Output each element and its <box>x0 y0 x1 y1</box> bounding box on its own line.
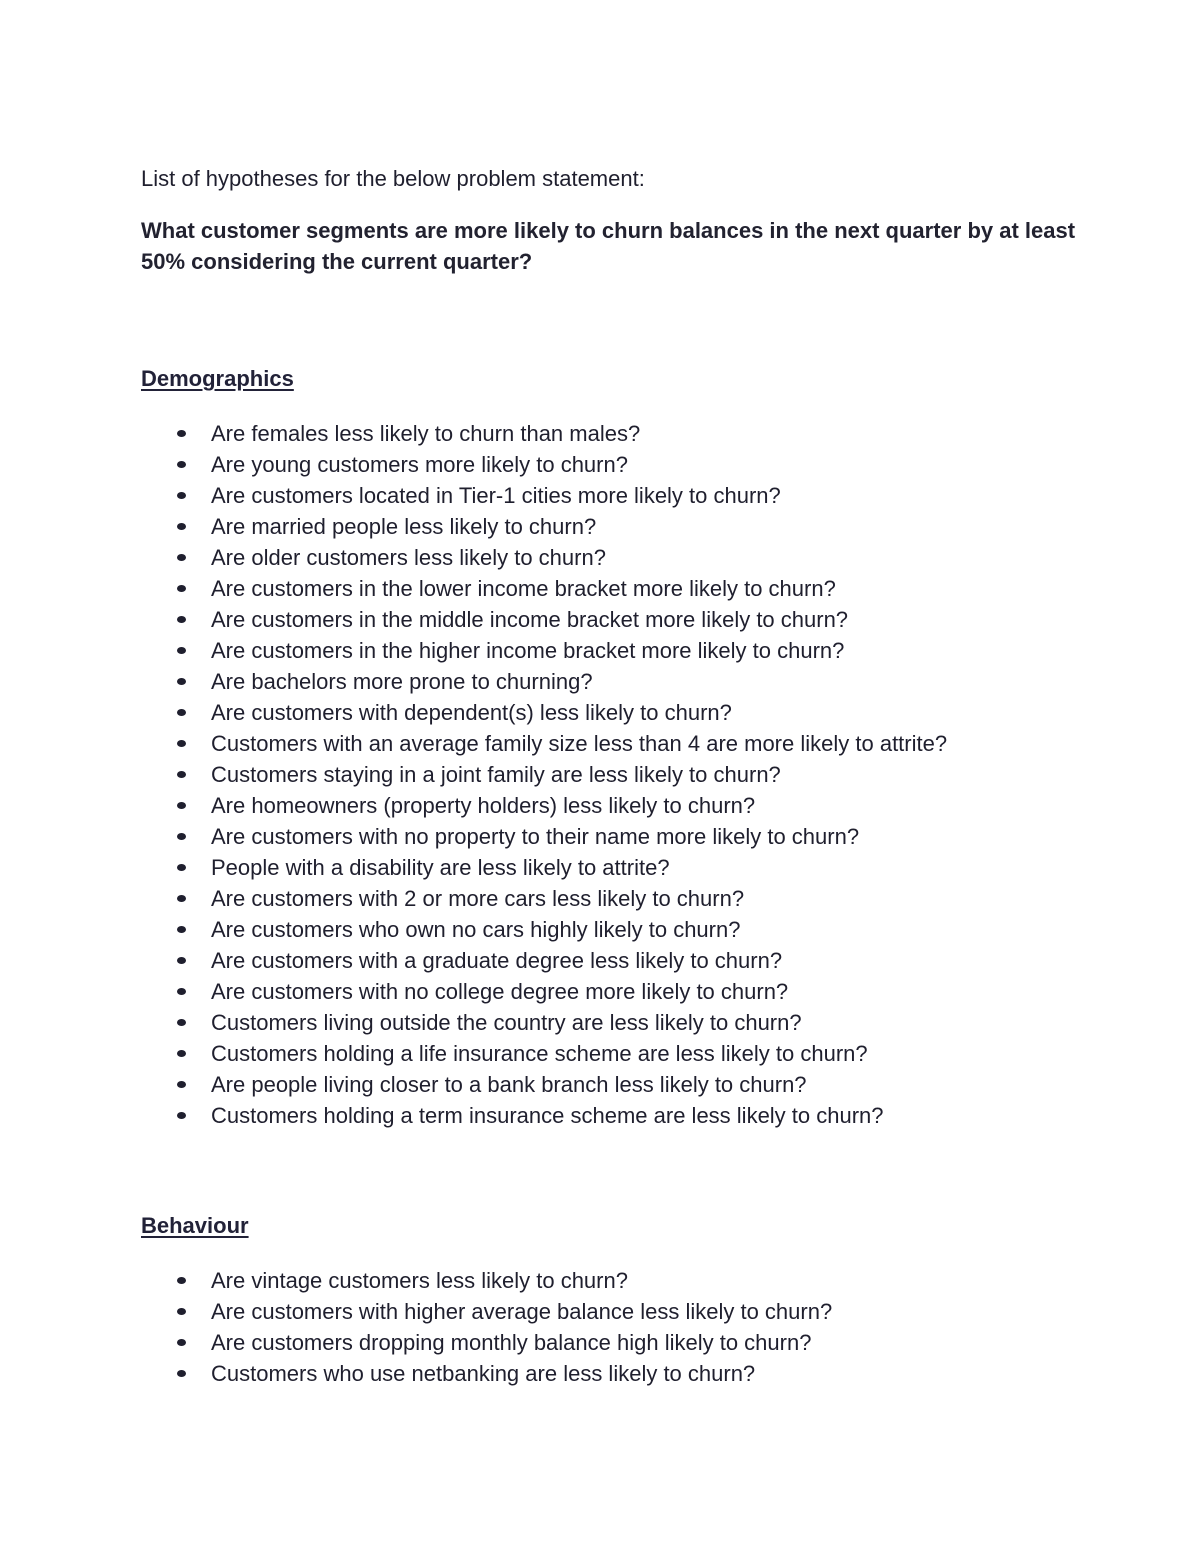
list-item <box>141 1265 1081 1296</box>
list-item <box>141 1007 1081 1038</box>
list-item-text: Are older customers less likely to churn? <box>211 545 606 570</box>
list-item <box>141 604 1081 635</box>
list-item <box>141 976 1081 1007</box>
list-item <box>141 511 1081 542</box>
list-item <box>141 945 1081 976</box>
list-item <box>141 418 1081 449</box>
bullet-icon <box>177 833 186 840</box>
list-item <box>141 1069 1081 1100</box>
list-item-text: Customers holding a term insurance scheme are less likely to churn? <box>211 1103 884 1128</box>
bullet-icon <box>177 523 186 530</box>
list-item <box>141 635 1081 666</box>
list-item-text: Are females less likely to churn than males? <box>211 421 641 446</box>
list-item-text: Customers holding a life insurance scheme are less likely to churn? <box>211 1041 868 1066</box>
list-item-text: Customers living outside the country are less likely to churn? <box>211 1010 802 1035</box>
list-item <box>141 1038 1081 1069</box>
list-item <box>141 790 1081 821</box>
list-item <box>141 480 1081 511</box>
bullet-icon <box>177 864 186 871</box>
list-item-text: Are customers with higher average balance less likely to churn? <box>211 1299 833 1324</box>
list-item-text: Are customers with dependent(s) less likely to churn? <box>211 700 732 725</box>
list-item <box>141 1327 1081 1358</box>
list-item-text: Are customers with no college degree more likely to churn? <box>211 979 789 1004</box>
bullet-icon <box>177 647 186 654</box>
bullet-icon <box>177 1308 186 1315</box>
bullet-icon <box>177 1277 186 1284</box>
list-item <box>141 883 1081 914</box>
bullet-icon <box>177 616 186 623</box>
list-item-text: Are customers with 2 or more cars less likely to churn? <box>211 886 745 911</box>
list-item <box>141 728 1081 759</box>
list-item <box>141 697 1081 728</box>
demographics-list <box>141 418 1081 1131</box>
section-heading-behaviour: Behaviour <box>141 1213 249 1238</box>
list-item <box>141 573 1081 604</box>
section-heading-demographics: Demographics <box>141 366 294 391</box>
list-item-text: Are customers with a graduate degree less likely to churn? <box>211 948 783 973</box>
list-item-text: Are customers located in Tier-1 cities more likely to churn? <box>211 483 781 508</box>
bullet-icon <box>177 1050 186 1057</box>
list-item-text: Are married people less likely to churn? <box>211 514 597 539</box>
list-item-text: Are customers with no property to their name more likely to churn? <box>211 824 860 849</box>
list-item-text: Are people living closer to a bank branch less likely to churn? <box>211 1072 807 1097</box>
list-item <box>141 1100 1081 1131</box>
list-item-text: Are customers dropping monthly balance high likely to churn? <box>211 1330 812 1355</box>
bullet-icon <box>177 1370 186 1377</box>
list-item-text: Customers who use netbanking are less likely to churn? <box>211 1361 756 1386</box>
list-item-text: People with a disability are less likely to attrite? <box>211 855 670 880</box>
list-item <box>141 821 1081 852</box>
bullet-icon <box>177 1081 186 1088</box>
bullet-icon <box>177 554 186 561</box>
list-item-text: Are young customers more likely to churn? <box>211 452 628 477</box>
list-item <box>141 449 1081 480</box>
list-item <box>141 1296 1081 1327</box>
list-item-text: Customers staying in a joint family are less likely to churn? <box>211 762 781 787</box>
list-item <box>141 852 1081 883</box>
bullet-icon <box>177 1112 186 1119</box>
bullet-icon <box>177 678 186 685</box>
list-item-text: Are bachelors more prone to churning? <box>211 669 593 694</box>
bullet-icon <box>177 492 186 499</box>
bullet-icon <box>177 802 186 809</box>
bullet-icon <box>177 585 186 592</box>
bullet-icon <box>177 1339 186 1346</box>
behaviour-list <box>141 1265 1081 1389</box>
bullet-icon <box>177 709 186 716</box>
bullet-icon <box>177 926 186 933</box>
list-item <box>141 914 1081 945</box>
list-item <box>141 666 1081 697</box>
list-item <box>141 759 1081 790</box>
bullet-icon <box>177 988 186 995</box>
list-item-text: Are customers who own no cars highly likely to churn? <box>211 917 741 942</box>
list-item <box>141 542 1081 573</box>
list-item-text: Are customers in the middle income bracket more likely to churn? <box>211 607 849 632</box>
bullet-icon <box>177 430 186 437</box>
bullet-icon <box>177 461 186 468</box>
problem-statement: What customer segments are more likely to churn balances in the next quarter by at least 50% considering the current quarter? <box>141 218 1076 274</box>
list-item <box>141 1358 1081 1389</box>
bullet-icon <box>177 771 186 778</box>
list-item-text: Are customers in the lower income bracket more likely to churn? <box>211 576 836 601</box>
intro-text: List of hypotheses for the below problem statement: <box>141 166 645 191</box>
list-item-text: Are customers in the higher income bracket more likely to churn? <box>211 638 845 663</box>
bullet-icon <box>177 895 186 902</box>
list-item-text: Customers with an average family size less than 4 are more likely to attrite? <box>211 731 948 756</box>
document-page <box>141 164 1081 1389</box>
bullet-icon <box>177 1019 186 1026</box>
bullet-icon <box>177 957 186 964</box>
bullet-icon <box>177 740 186 747</box>
list-item-text: Are vintage customers less likely to churn? <box>211 1268 628 1293</box>
list-item-text: Are homeowners (property holders) less likely to churn? <box>211 793 756 818</box>
